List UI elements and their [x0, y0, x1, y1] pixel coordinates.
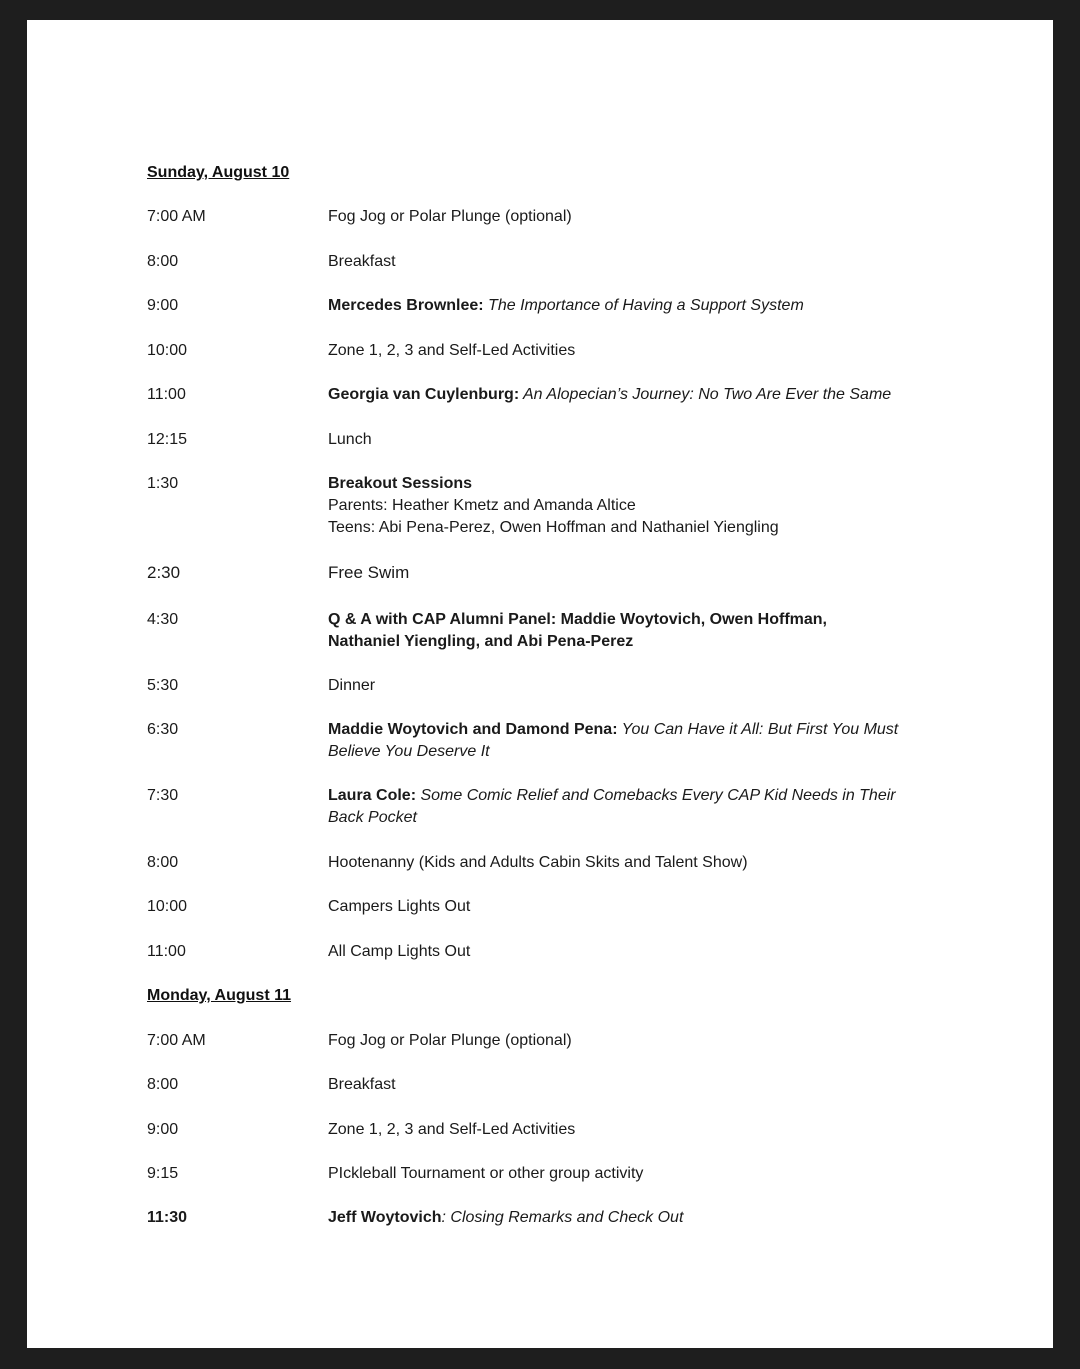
schedule-time: 7:00 AM [147, 208, 206, 225]
schedule-event: PIckleball Tournament or other group activity [328, 1165, 644, 1182]
schedule-time: 9:15 [147, 1165, 179, 1182]
schedule-event: Lunch [328, 431, 372, 448]
schedule-time: 10:00 [147, 898, 188, 915]
schedule-time: 8:00 [147, 253, 179, 270]
schedule-event [328, 295, 948, 317]
session-detail: Parents: Heather Kmetz and Amanda Altice [328, 497, 636, 514]
session-heading: Breakout Sessions [328, 475, 473, 492]
talk-title: Closing Remarks and Check Out [445, 1209, 684, 1226]
panel-line: Nathaniel Yiengling, and Abi Pena-Perez [328, 633, 634, 650]
schedule-event [328, 384, 948, 406]
day-heading-sunday: Sunday, August 10 [147, 164, 290, 181]
schedule-time: 5:30 [147, 677, 179, 694]
schedule-time: 8:00 [147, 1076, 179, 1093]
schedule-time: 11:30 [147, 1209, 188, 1226]
schedule-event: Hootenanny (Kids and Adults Cabin Skits and Talent Show) [328, 854, 748, 871]
panel-line: Q & A with CAP Alumni Panel: Maddie Woytovich, Owen Hoffman, [328, 611, 827, 628]
schedule-time: 12:15 [147, 431, 188, 448]
schedule-time: 11:00 [147, 386, 186, 403]
talk-title: You Can Have it All: But First You Must [617, 721, 899, 738]
speaker-name: Georgia van Cuylenburg: [328, 386, 520, 403]
session-detail: Teens: Abi Pena-Perez, Owen Hoffman and Nathaniel Yiengling [328, 519, 779, 536]
schedule-event: Dinner [328, 677, 376, 694]
speaker-name: Laura Cole: [328, 787, 417, 804]
schedule-time: 4:30 [147, 611, 179, 628]
schedule-event: Free Swim [328, 563, 410, 582]
schedule-event [328, 1207, 948, 1229]
schedule-event [328, 785, 948, 829]
schedule-time: 9:00 [147, 297, 179, 314]
schedule-time: 8:00 [147, 854, 179, 871]
schedule-event: Fog Jog or Polar Plunge (optional) [328, 208, 572, 225]
schedule-time: 7:00 AM [147, 1032, 206, 1049]
day-heading-monday: Monday, August 11 [147, 987, 292, 1004]
schedule-time: 6:30 [147, 721, 179, 738]
schedule-time: 11:00 [147, 943, 186, 960]
speaker-name: Jeff Woytovich [328, 1209, 442, 1226]
speaker-name: Maddie Woytovich and Damond Pena: [328, 721, 618, 738]
schedule-event [328, 473, 948, 539]
schedule-time: 7:30 [147, 787, 179, 804]
schedule-time: 9:00 [147, 1121, 179, 1138]
talk-title-cont: Believe You Deserve It [328, 743, 490, 760]
schedule-time: 10:00 [147, 342, 188, 359]
schedule-event: All Camp Lights Out [328, 943, 471, 960]
speaker-colon: : [441, 1209, 446, 1226]
schedule-event: Breakfast [328, 253, 396, 270]
talk-title-cont: Back Pocket [328, 809, 417, 826]
document-page [27, 20, 1053, 1348]
schedule-event: Campers Lights Out [328, 898, 471, 915]
schedule-event: Fog Jog or Polar Plunge (optional) [328, 1032, 572, 1049]
speaker-name: Mercedes Brownlee: [328, 297, 484, 314]
schedule-event: Zone 1, 2, 3 and Self-Led Activities [328, 342, 576, 359]
schedule-event: Zone 1, 2, 3 and Self-Led Activities [328, 1121, 576, 1138]
schedule-event [328, 719, 948, 763]
schedule-time: 2:30 [147, 563, 181, 582]
schedule-event [328, 609, 948, 653]
talk-title: Some Comic Relief and Comebacks Every CAP Kid Needs in Their [416, 787, 896, 804]
schedule-time: 1:30 [147, 475, 179, 492]
talk-title: The Importance of Having a Support System [483, 297, 804, 314]
schedule-event: Breakfast [328, 1076, 396, 1093]
talk-title: An Alopecian’s Journey: No Two Are Ever the Same [519, 386, 892, 403]
